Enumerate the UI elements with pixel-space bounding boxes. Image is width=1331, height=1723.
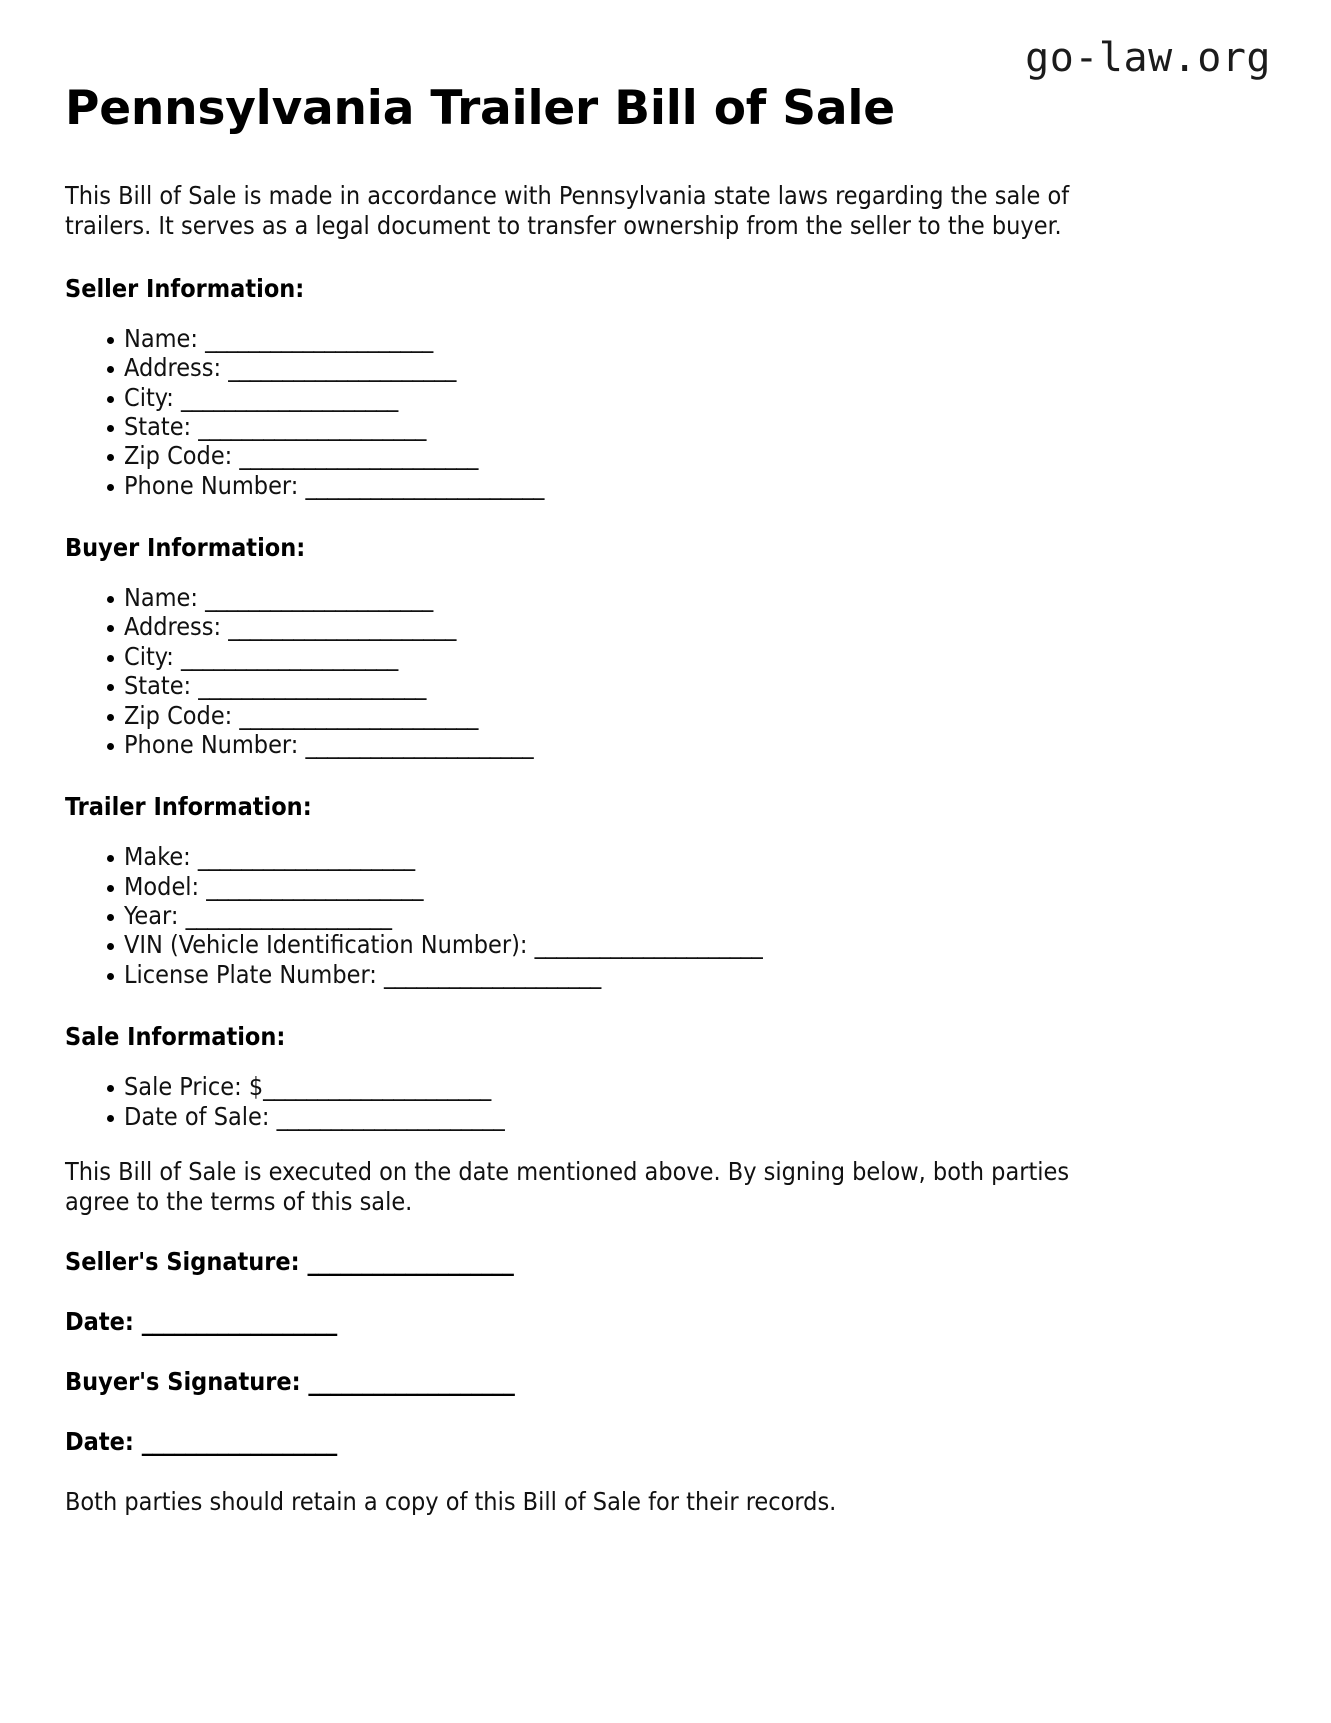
field-label: Date of Sale: <box>124 1101 270 1131</box>
intro-paragraph: This Bill of Sale is made in accordance with Pennsylvania state laws regarding the sale of trailers. It serves as a legal document to transfer ownership from the seller to the buyer. <box>65 180 1070 240</box>
field-blank-line[interactable]: ______________________ <box>239 700 478 730</box>
buyer-information-field-list <box>65 563 1266 759</box>
field-label: Phone Number: <box>124 470 299 500</box>
field-label: Zip Code: <box>124 441 233 471</box>
field-label: Name: <box>124 583 198 612</box>
seller-signature-label: Seller's Signature: <box>65 1246 300 1276</box>
buyer-date-blank[interactable]: __________________ <box>141 1426 337 1456</box>
field-label: VIN (Vehicle Identification Number): <box>124 930 528 960</box>
seller-information-field-list <box>65 304 1266 500</box>
field-row-trailer-model <box>65 872 1266 901</box>
buyer-signature-label: Buyer's Signature: <box>65 1366 301 1396</box>
field-row-seller-city <box>65 383 1266 412</box>
field-blank-line[interactable]: ____________________ <box>206 871 424 901</box>
field-row-sale-price <box>65 1072 1266 1101</box>
field-blank-line[interactable]: ______________________ <box>305 470 545 500</box>
field-label: Model: <box>124 871 200 901</box>
execution-paragraph: This Bill of Sale is executed on the date mentioned above. By signing below, both parties agree to the terms of this sale. <box>65 1156 1070 1216</box>
buyer-signature-blank[interactable]: ___________________ <box>308 1366 515 1396</box>
seller-date-line <box>65 1277 1266 1337</box>
field-row-buyer-name <box>65 583 1266 612</box>
field-row-seller-phone-number <box>65 471 1266 500</box>
field-row-buyer-phone-number <box>65 730 1266 759</box>
field-row-trailer-make <box>65 842 1266 871</box>
field-blank-line[interactable]: ____________________ <box>181 382 398 412</box>
field-label: Address: <box>124 353 222 383</box>
seller-date-label: Date: <box>65 1306 134 1336</box>
field-label: Zip Code: <box>124 700 233 730</box>
field-blank-line[interactable]: ___________________ <box>185 901 392 930</box>
field-label: State: <box>124 411 192 441</box>
trailer-information-field-list <box>65 822 1266 989</box>
field-label: Make: <box>124 842 191 872</box>
site-watermark: go-law.org <box>1025 35 1271 81</box>
field-blank-line[interactable]: _____________________ <box>198 671 426 701</box>
field-label: Phone Number: <box>124 729 299 759</box>
section-heading-seller-information: Seller Information: <box>65 273 305 303</box>
field-label: City: <box>124 641 174 671</box>
field-blank-line[interactable]: _____________________ <box>228 353 456 383</box>
seller-date-blank[interactable]: __________________ <box>141 1306 337 1336</box>
field-blank-line[interactable]: ____________________ <box>181 641 398 671</box>
field-row-trailer-license-plate <box>65 960 1266 989</box>
field-row-date-of-sale <box>65 1102 1266 1131</box>
field-blank-line[interactable]: _____________________ <box>198 411 426 441</box>
sale-information-field-list <box>65 1052 1266 1131</box>
seller-signature-line <box>65 1217 1266 1277</box>
field-row-seller-state <box>65 412 1266 441</box>
field-label: Sale Price: $ <box>124 1072 264 1102</box>
field-label: License Plate Number: <box>124 959 377 989</box>
field-row-buyer-state <box>65 671 1266 700</box>
field-blank-line[interactable]: _____________________ <box>276 1101 505 1131</box>
field-row-trailer-year <box>65 901 1266 930</box>
field-label: State: <box>124 671 192 701</box>
buyer-date-label: Date: <box>65 1426 134 1456</box>
field-blank-line[interactable]: ____________________ <box>384 959 601 989</box>
page-title: Pennsylvania Trailer Bill of Sale <box>65 81 895 136</box>
field-row-buyer-address <box>65 612 1266 641</box>
field-blank-line[interactable]: _____________________ <box>205 323 433 353</box>
field-row-seller-address <box>65 353 1266 382</box>
field-row-seller-zip-code <box>65 441 1266 470</box>
field-blank-line[interactable]: ______________________ <box>239 441 478 471</box>
field-label: City: <box>124 382 174 412</box>
field-row-buyer-zip-code <box>65 701 1266 730</box>
field-blank-line[interactable]: _____________________ <box>534 930 763 960</box>
field-label: Address: <box>124 612 222 642</box>
field-label: Year: <box>124 901 179 930</box>
closing-paragraph: Both parties should retain a copy of this Bill of Sale for their records. <box>65 1486 837 1516</box>
buyer-date-line <box>65 1397 1266 1457</box>
field-row-seller-name <box>65 324 1266 353</box>
section-heading-sale-information: Sale Information: <box>65 1022 286 1052</box>
field-label: Name: <box>124 323 198 353</box>
field-blank-line[interactable]: _____________________ <box>263 1072 491 1102</box>
field-row-trailer-vin <box>65 930 1266 959</box>
seller-signature-blank[interactable]: ___________________ <box>307 1246 514 1276</box>
field-blank-line[interactable]: ____________________ <box>197 842 415 872</box>
field-blank-line[interactable]: _____________________ <box>228 612 456 642</box>
field-blank-line[interactable]: _____________________ <box>205 583 433 612</box>
field-blank-line[interactable]: _____________________ <box>305 729 534 759</box>
section-heading-trailer-information: Trailer Information: <box>65 792 312 822</box>
field-row-buyer-city <box>65 642 1266 671</box>
section-heading-buyer-information: Buyer Information: <box>65 533 306 562</box>
buyer-signature-line <box>65 1337 1266 1397</box>
